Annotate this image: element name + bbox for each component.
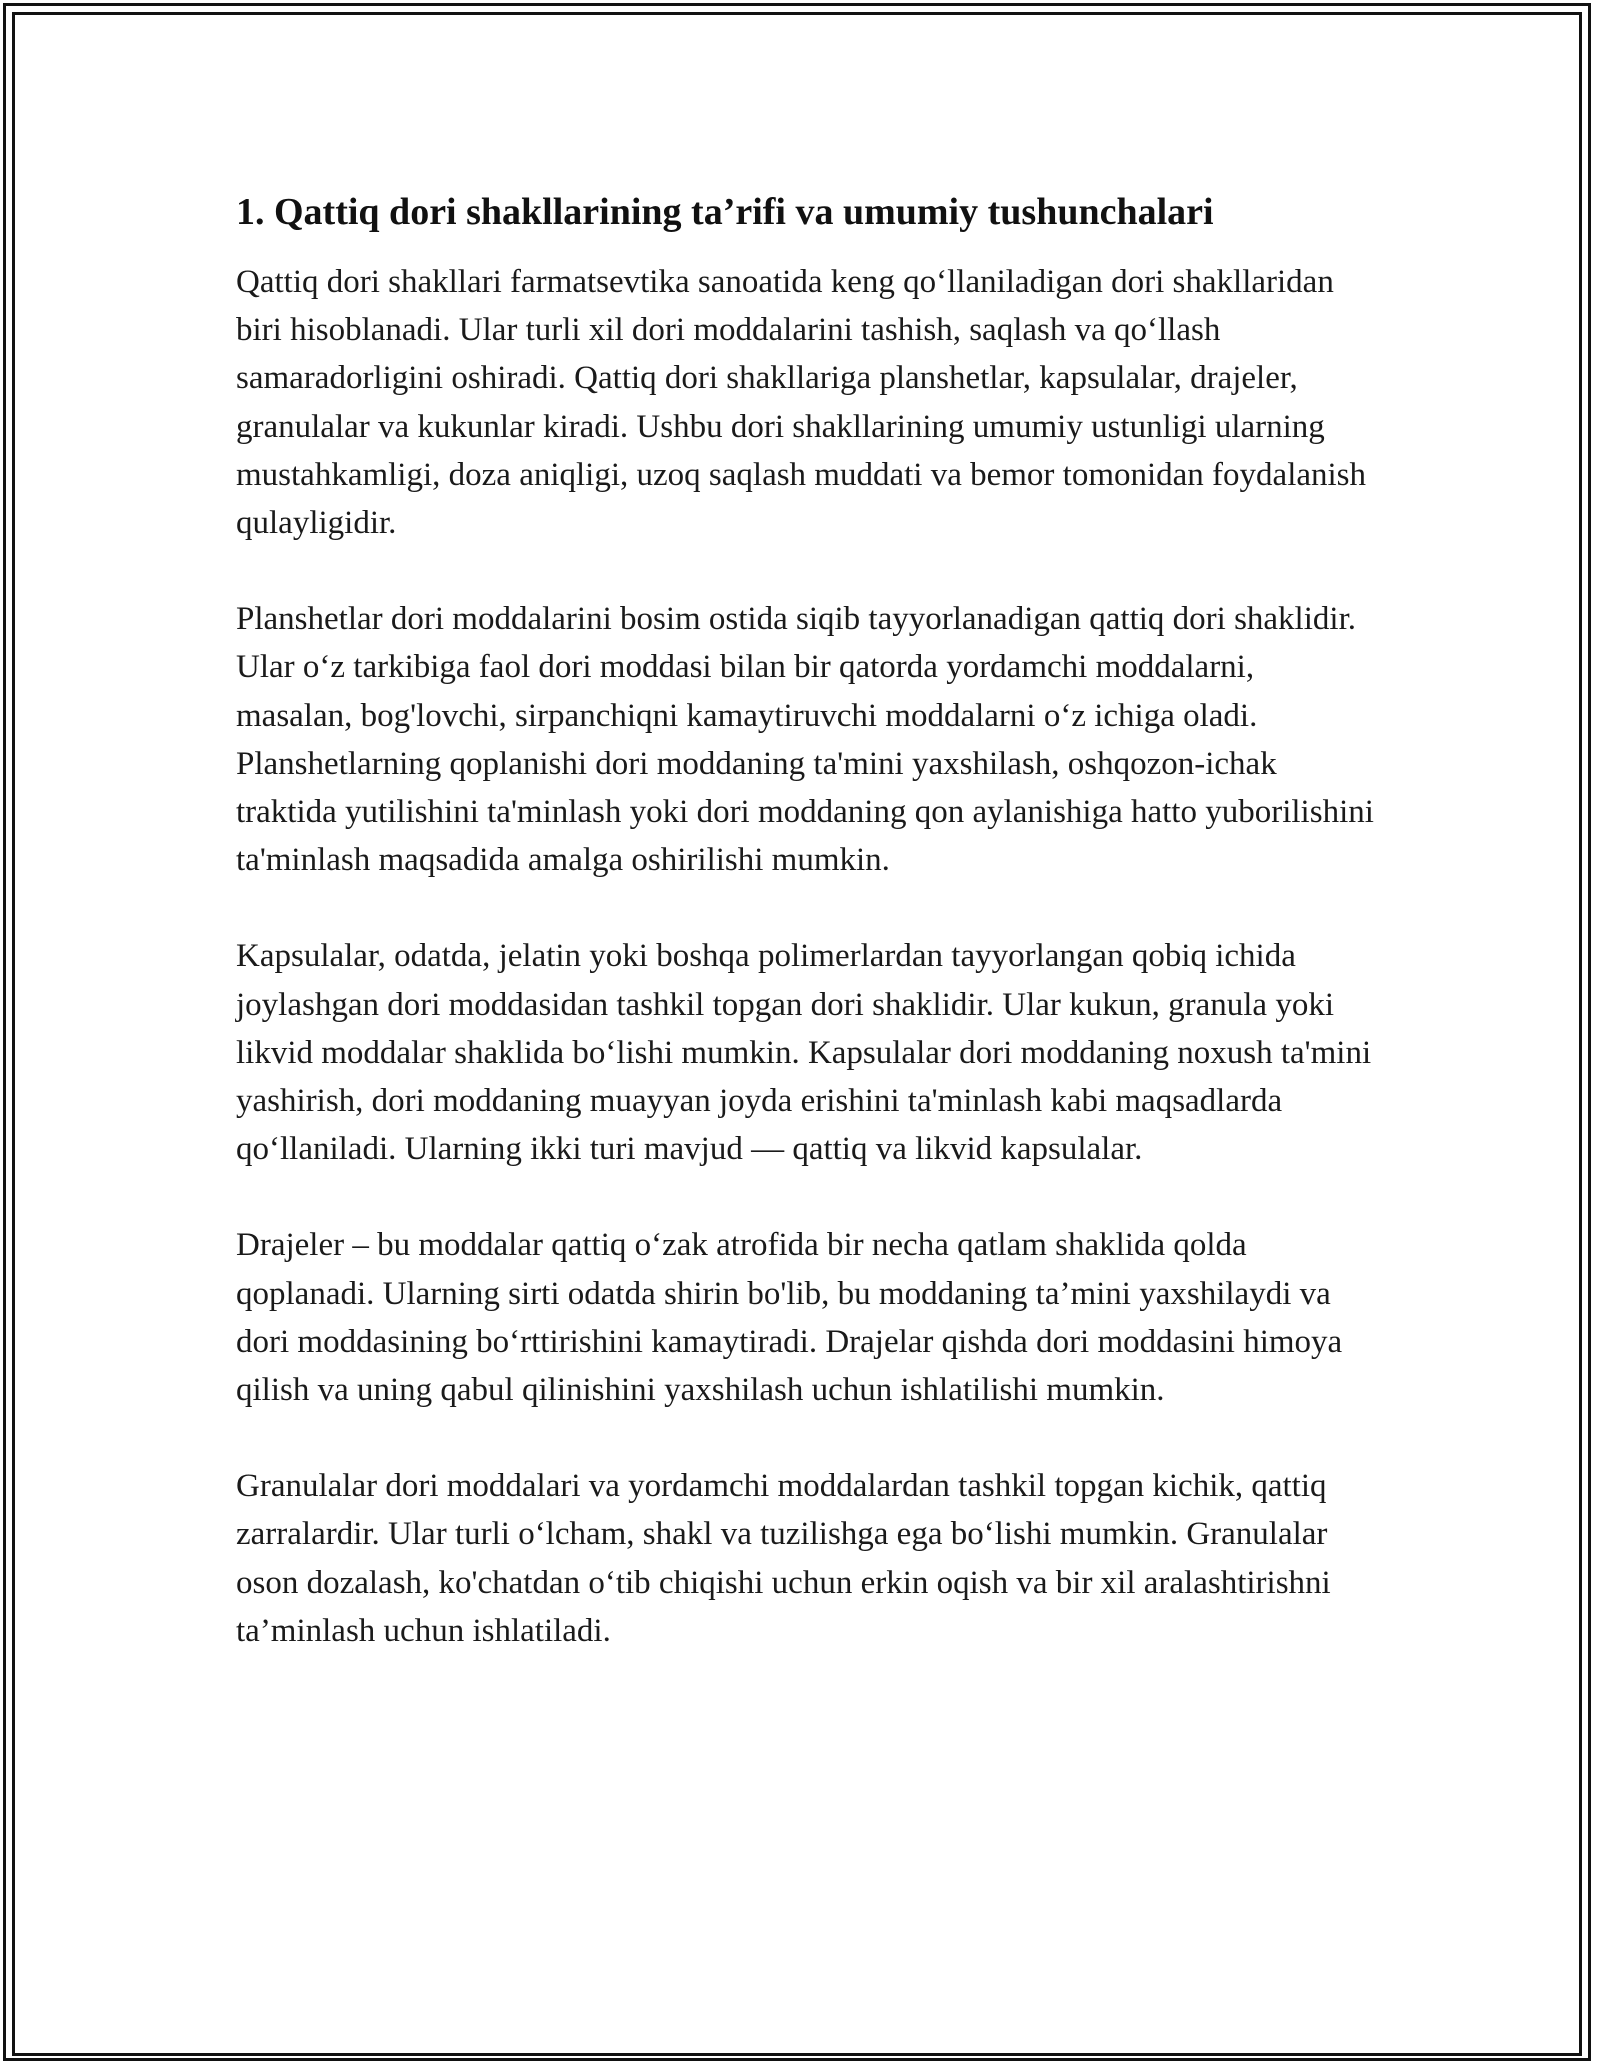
paragraph-kapsulalar: Kapsulalar, odatda, jelatin yoki boshqa polimerlardan tayyorlangan qobiq ichida joylashgan dori moddasidan tashkil topgan dori shaklidir. Ular kukun, granula yoki likvid moddalar shaklida bo‘lishi mumkin. Kapsulalar dori moddaning noxush ta'mini yashirish, dori moddaning muayyan joyda erishini ta'minlash kabi maqsadlarda qo‘llaniladi. Ularning ikki turi mavjud — qattiq va likvid kapsulalar.: [236, 938, 1372, 1168]
paragraph-drajeler: Drajeler – bu moddalar qattiq o‘zak atrofida bir necha qatlam shaklida qolda qoplanadi. Ularning sirti odatda shirin bo'lib, bu moddaning ta’mini yaxshilaydi va dori moddasining bo‘rttirishini kamaytiradi. Drajelar qishda dori moddasini himoya qilish va uning qabul qilinishini yaxshilash uchun ishlatilishi mumkin.: [236, 1227, 1343, 1409]
section-heading: 1. Qattiq dori shakllarining ta’rifi va umumiy tushunchalari: [236, 191, 1214, 233]
paragraph-intro: Qattiq dori shakllari farmatsevtika sanoatida keng qo‘llaniladigan dori shakllaridan biri hisoblanadi. Ular turli xil dori moddalarini tashish, saqlash va qo‘llash samaradorligini oshiradi. Qattiq dori shakllariga planshetlar, kapsulalar, drajeler, granulalar va kukunlar kiradi. Ushbu dori shakllarining umumiy ustunligi ularning mustahkamligi, doza aniqligi, uzoq saqlash muddati va bemor tomonidan foydalanish qulayligidir.: [236, 264, 1367, 542]
paragraph-granulalar: Granulalar dori moddalari va yordamchi moddalardan tashkil topgan kichik, qattiq zarralardir. Ular turli o‘lcham, shakl va tuzilishga ega bo‘lishi mumkin. Granulalar oson dozalash, ko'chatdan o‘tib chiqishi uchun erkin oqish va bir xil aralashtirishni ta’minlash uchun ishlatiladi.: [236, 1468, 1331, 1649]
paragraph-planshetlar: Planshetlar dori moddalarini bosim ostida siqib tayyorlanadigan qattiq dori shaklidir. Ular o‘z tarkibiga faol dori moddasi bilan bir qatorda yordamchi moddalarni, masalan, bog'lovchi, sirpanchiqni kamaytiruvchi moddalarni o‘z ichiga oladi. Planshetlarning qoplanishi dori moddaning ta'mini yaxshilash, oshqozon-ichak traktida yutilishini ta'minlash yoki dori moddaning qon aylanishiga hatto yuborilishini ta'minlash maqsadida amalga oshirilishi mumkin.: [236, 601, 1374, 879]
document-body: [236, 186, 1376, 1655]
